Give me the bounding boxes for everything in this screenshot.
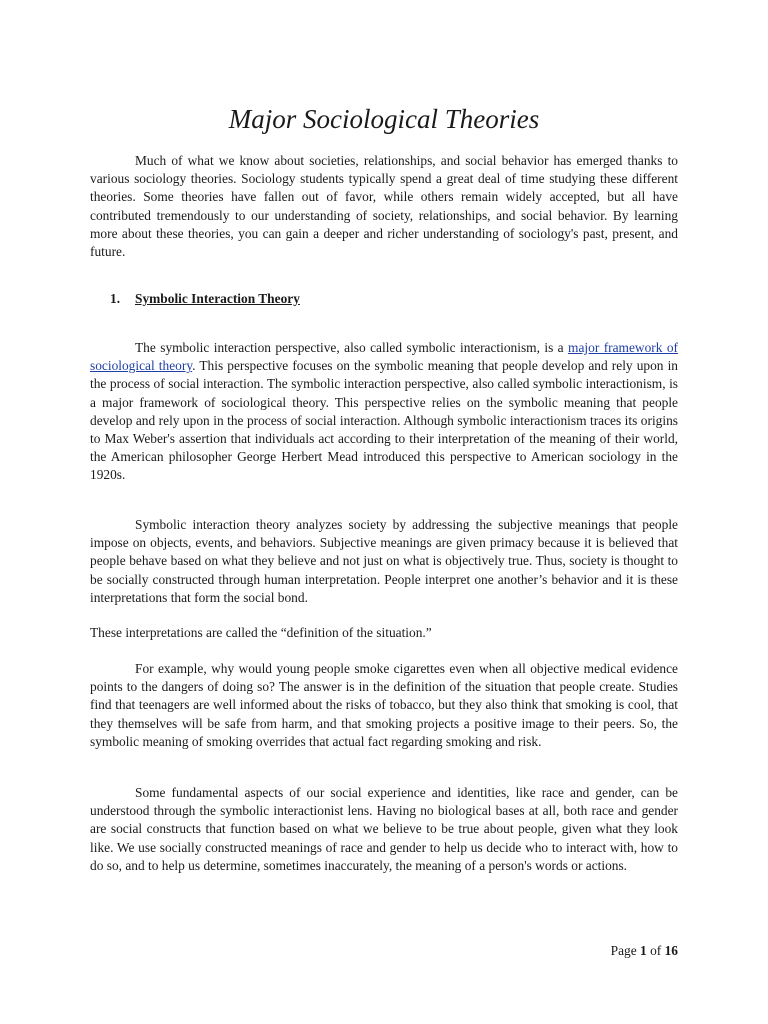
- paragraph-3: These interpretations are called the “definition of the situation.”: [90, 625, 432, 640]
- paragraph-1: [90, 339, 678, 485]
- paragraph-1-text-b: . This perspective focuses on the symbolic meaning that people develop and rely upon in the process of social interaction. The symbolic interaction perspective, also called symbolic interactionism, is a major framework of sociological theory. This perspective relies on the symbolic meaning that people develop and rely upon in the process of social interaction. Although symbolic interactionism traces its origins to Max Weber's assertion that individuals act according to their interpretation of the meaning of their world, the American philosopher George Herbert Mead introduced this perspective to American sociology in the 1920s.: [90, 358, 678, 483]
- paragraph-2: Symbolic interaction theory analyzes society by addressing the subjective meanings that people impose on objects, events, and behaviors. Subjective meanings are given primacy because it is believed that people behave based on what they believe and not just on what is objectively true. Thus, society is thought to be socially constructed through human interpretation. People interpret one another’s behavior and it is these interpretations that form the social bond.: [90, 517, 678, 605]
- section-title: Symbolic Interaction Theory: [135, 291, 300, 306]
- paragraph-5: Some fundamental aspects of our social experience and identities, like race and gender, can be understood through the symbolic interactionist lens. Having no biological bases at all, both race and gender are social constructs that function based on what we believe to be true about people, given what they look like. We use socially constructed meanings of race and gender to help us decide who to interact with, how to do so, and to help us determine, sometimes inaccurately, the meaning of a person's words or actions.: [90, 785, 678, 873]
- page-number-footer: [611, 942, 678, 960]
- total-pages: 16: [664, 943, 678, 958]
- of-label: of: [650, 943, 662, 958]
- sociological-theory-link[interactable]: major framework of sociological theory: [90, 340, 678, 374]
- paragraph-4: For example, why would young people smoke cigarettes even when all objective medical evidence points to the dangers of doing so? The answer is in the definition of the situation that people create. Studies find that teenagers are well informed about the risks of tobacco, but they also think that smoking is cool, that they themselves will be safe from harm, and that smoking projects a positive image to their peers. So, the symbolic meaning of smoking overrides that actual fact regarding smoking and risk.: [90, 661, 678, 749]
- page-label: Page: [610, 943, 637, 958]
- section-number: 1.: [110, 291, 121, 306]
- section-heading: [110, 290, 300, 308]
- current-page-number: 1: [640, 943, 647, 958]
- document-title: Major Sociological Theories: [228, 104, 540, 134]
- intro-paragraph: Much of what we know about societies, relationships, and social behavior has emerged thanks to various sociology theories. Sociology students typically spend a great deal of time studying these different theories. Some theories have fallen out of favor, while others remain widely accepted, but all have contributed tremendously to our understanding of society, relationships, and social behavior. By learning more about these theories, you can gain a deeper and richer understanding of sociology's past, present, and future.: [90, 153, 678, 260]
- paragraph-1-text-a: The symbolic interaction perspective, also called symbolic interactionism, is a: [135, 340, 569, 355]
